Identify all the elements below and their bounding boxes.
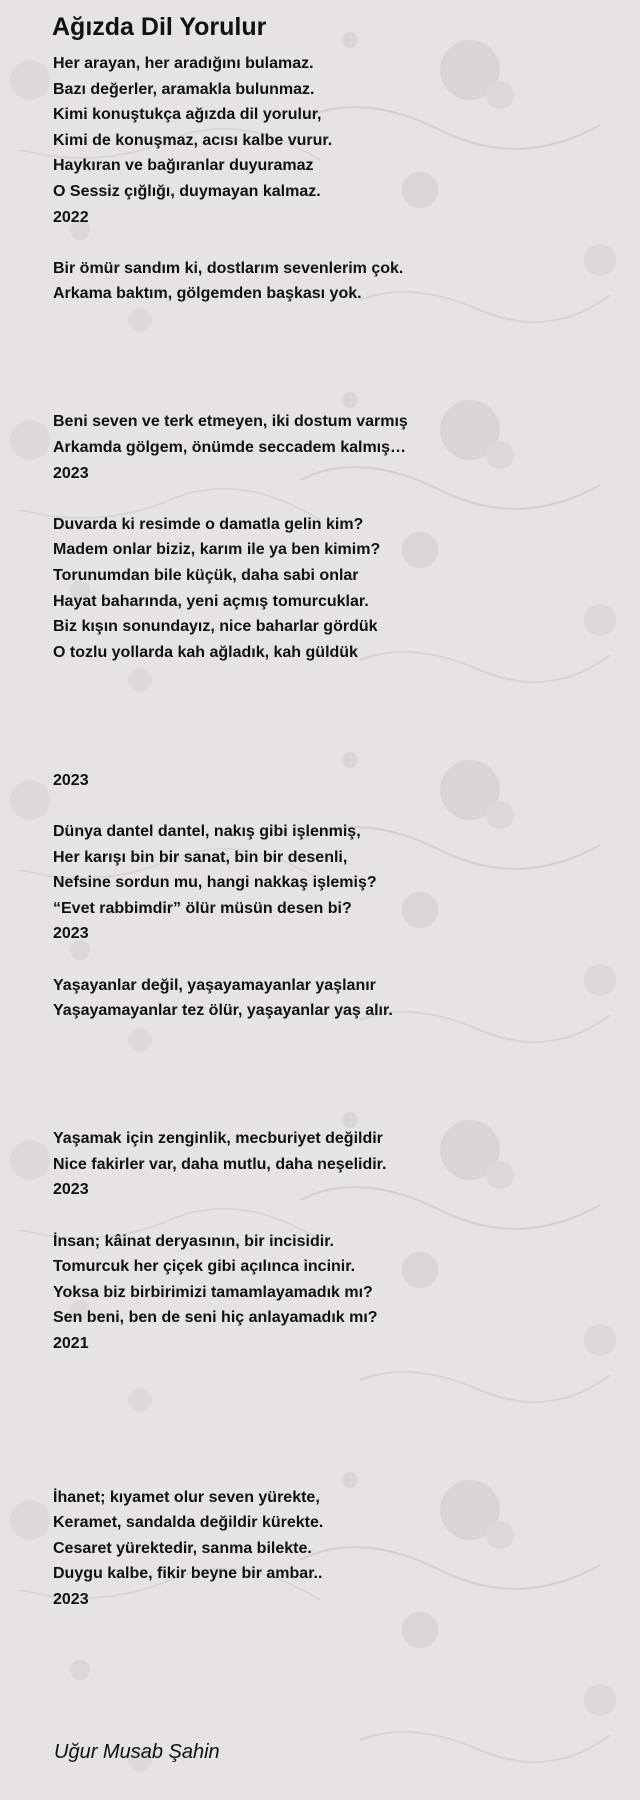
poem-line: Kimi konuştukça ağızda dil yorulur, xyxy=(53,106,322,123)
poem-author: Uğur Musab Şahin xyxy=(54,1741,220,1763)
poem-line: Her arayan, her aradığını bulamaz. xyxy=(53,55,314,72)
poem-line: Yoksa biz birbirimizi tamamlayamadık mı? xyxy=(53,1284,373,1301)
poem-line: Bir ömür sandım ki, dostlarım sevenlerim çok. xyxy=(53,260,404,277)
poem-line: İhanet; kıyamet olur seven yürekte, xyxy=(53,1489,320,1506)
poem-line: Beni seven ve terk etmeyen, iki dostum varmış xyxy=(53,413,408,430)
poem-line: Torunumdan bile küçük, daha sabi onlar xyxy=(53,567,359,584)
poem-line: Biz kışın sonundayız, nice baharlar gördük xyxy=(53,618,378,635)
poem-line: 2023 xyxy=(53,772,89,789)
poem-line: 2022 xyxy=(53,209,89,226)
poem-line: Arkamda gölgem, önümde seccadem kalmış… xyxy=(53,439,407,456)
poem-line: Cesaret yürektedir, sanma bilekte. xyxy=(53,1540,312,1557)
poem-line: Dünya dantel dantel, nakış gibi işlenmiş, xyxy=(53,823,361,840)
poem-line: 2021 xyxy=(53,1335,89,1352)
poem-line: Her karışı bin bir sanat, bin bir desenli, xyxy=(53,849,348,866)
poem-line: Nice fakirler var, daha mutlu, daha neşelidir. xyxy=(53,1156,387,1173)
poem-line: Haykıran ve bağıranlar duyuramaz xyxy=(53,157,314,174)
poem-line: “Evet rabbimdir” ölür müsün desen bi? xyxy=(53,900,352,917)
poem-line: 2023 xyxy=(53,465,89,482)
poem-line: Bazı değerler, aramakla bulunmaz. xyxy=(53,81,315,98)
poem-line: Arkama baktım, gölgemden başkası yok. xyxy=(53,285,362,302)
poem-line: İnsan; kâinat deryasının, bir incisidir. xyxy=(53,1233,334,1250)
poem-line: 2023 xyxy=(53,1591,89,1608)
poem-line: Sen beni, ben de seni hiç anlayamadık mı? xyxy=(53,1309,378,1326)
poem-line: Hayat baharında, yeni açmış tomurcuklar. xyxy=(53,593,369,610)
poem-line: O Sessiz çığlığı, duymayan kalmaz. xyxy=(53,183,321,200)
poem-title: Ağızda Dil Yorulur xyxy=(52,13,267,41)
poem-line: O tozlu yollarda kah ağladık, kah güldük xyxy=(53,644,358,661)
poem-line: 2023 xyxy=(53,925,89,942)
poem-line: Tomurcuk her çiçek gibi açılınca incinir. xyxy=(53,1258,356,1275)
poem-line: Yaşamak için zenginlik, mecburiyet değildir xyxy=(53,1130,383,1147)
poem-line: Yaşayanlar değil, yaşayamayanlar yaşlanır xyxy=(53,977,376,994)
poem-line: Madem onlar biziz, karım ile ya ben kimim? xyxy=(53,541,381,558)
poem-line: 2023 xyxy=(53,1181,89,1198)
poem-line: Duvarda ki resimde o damatla gelin kim? xyxy=(53,516,364,533)
poem-line: Yaşayamayanlar tez ölür, yaşayanlar yaş alır. xyxy=(53,1002,393,1019)
poem-line: Nefsine sordun mu, hangi nakkaş işlemiş? xyxy=(53,874,377,891)
poem-line: Keramet, sandalda değildir kürekte. xyxy=(53,1514,324,1531)
poem-line: Kimi de konuşmaz, acısı kalbe vurur. xyxy=(53,132,333,149)
poem-line: Duygu kalbe, fikir beyne bir ambar.. xyxy=(53,1565,323,1582)
